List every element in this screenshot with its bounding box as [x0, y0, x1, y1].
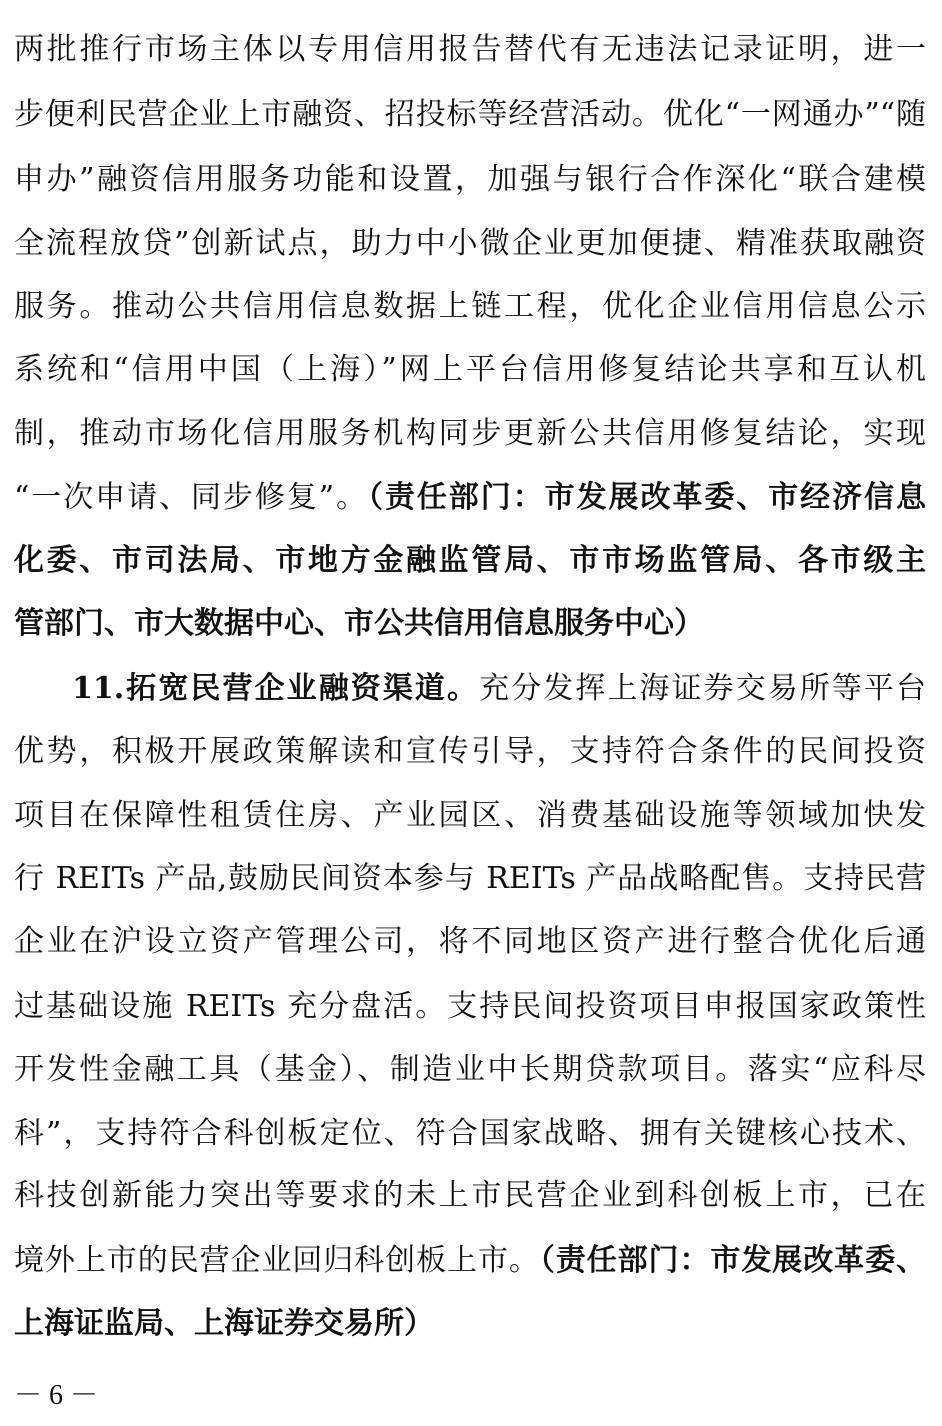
bold-text-segment: （责任部门：市发展改革委、 [539, 1243, 927, 1278]
text-line [14, 600, 926, 648]
text-segment: 优势，积极开展政策解读和宣传引导，支持符合条件的民间投资 [14, 734, 926, 769]
text-segment: 充分发挥上海证券交易所等平台 [479, 671, 926, 706]
text-segment: 境外上市的民营企业回归科创板上市。 [14, 1243, 540, 1278]
bold-text-segment: 化委、市司法局、市地方金融监管局、市市场监管局、各市级主 [14, 543, 926, 578]
bold-text-segment: 11.拓宽民营企业融资渠道。 [72, 671, 480, 706]
text-line [14, 220, 926, 268]
text-line [14, 1110, 926, 1158]
bold-text-segment: （责任部门：市发展改革委、市经济信息 [367, 480, 926, 515]
text-line [14, 855, 926, 903]
text-line [14, 410, 926, 458]
text-segment: 项目在保障性租赁住房、产业园区、消费基础设施等领域加快发 [14, 798, 926, 833]
text-line [14, 918, 926, 966]
text-segment: 系统和“信用中国（上海）”网上平台信用修复结论共享和互认机 [14, 352, 926, 387]
text-line [14, 1046, 926, 1094]
text-segment: 开发性金融工具（基金）、制造业中长期贷款项目。落实“应科尽 [14, 1052, 926, 1087]
bold-text-segment: 上海证监局、上海证券交易所） [14, 1306, 434, 1341]
text-line [14, 283, 926, 331]
text-line [14, 792, 926, 840]
text-line [14, 26, 926, 74]
text-line [14, 983, 926, 1031]
text-segment: 两批推行市场主体以专用信用报告替代有无违法记录证明，进一 [14, 32, 926, 67]
page-number: － 6 － [14, 1380, 99, 1411]
text-line [14, 91, 926, 139]
text-segment: 服务。推动公共信用信息数据上链工程，优化企业信用信息公示 [14, 289, 926, 324]
text-line [14, 346, 926, 394]
text-segment: “一次申请、同步修复”。 [14, 480, 368, 515]
text-segment: 行 REITs 产品,鼓励民间资本参与 REITs 产品战略配售。支持民营 [14, 861, 926, 896]
text-line [14, 537, 926, 585]
text-line [14, 1300, 926, 1348]
text-line [14, 474, 926, 522]
text-line [14, 156, 926, 204]
text-segment: 申办”融资信用服务功能和设置，加强与银行合作深化“联合建模 [14, 162, 926, 197]
bold-text-segment: 管部门、市大数据中心、市公共信用信息服务中心） [14, 606, 704, 641]
text-segment: 步便利民营企业上市融资、招投标等经营活动。优化“一网通办”“随 [14, 97, 926, 132]
text-segment: 全流程放贷”创新试点，助力中小微企业更加便捷、精准获取融资 [14, 226, 926, 261]
text-segment: 过基础设施 REITs 充分盘活。支持民间投资项目申报国家政策性 [14, 989, 926, 1024]
text-segment: 科技创新能力突出等要求的未上市民营企业到科创板上市，已在 [14, 1178, 926, 1213]
text-line [14, 728, 926, 776]
text-segment: 科”，支持符合科创板定位、符合国家战略、拥有关键核心技术、 [14, 1116, 926, 1151]
text-line [72, 665, 926, 713]
text-line [14, 1172, 926, 1220]
text-segment: 制，推动市场化信用服务机构同步更新公共信用修复结论，实现 [14, 416, 926, 451]
text-segment: 企业在沪设立资产管理公司，将不同地区资产进行整合优化后通 [14, 924, 926, 959]
text-line [14, 1237, 926, 1285]
